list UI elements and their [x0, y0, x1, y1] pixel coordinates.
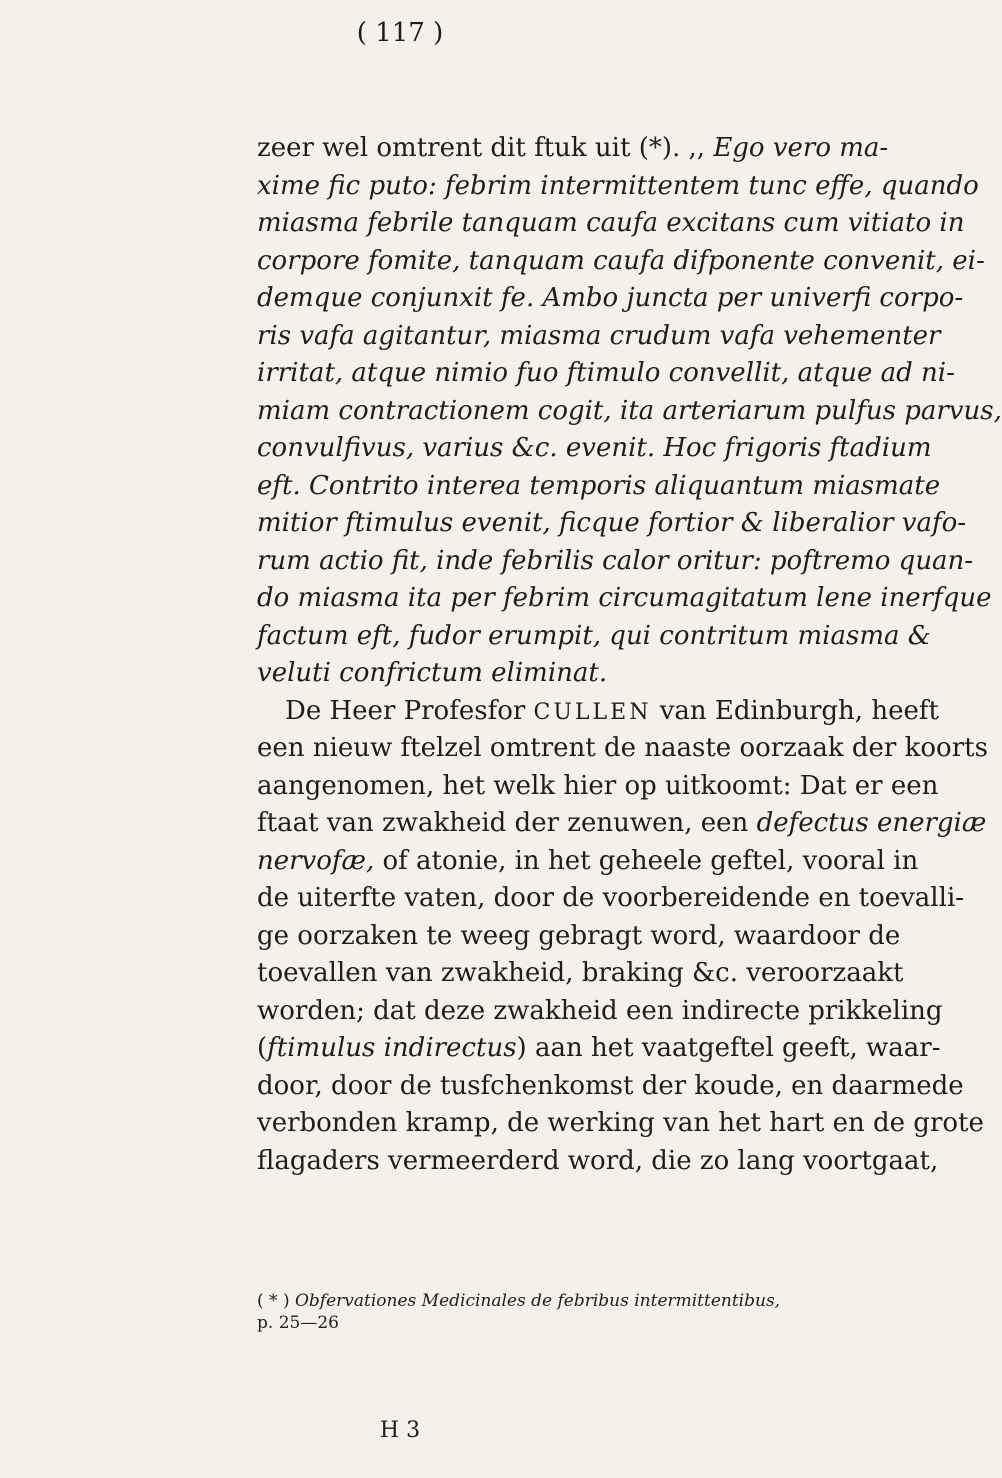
text-line [257, 653, 777, 693]
text-line [257, 1066, 964, 1106]
italic-text: do miasma ita per febrim circumagitatum lene inerfque [257, 583, 992, 613]
roman-text: De Heer Profesfor [285, 695, 534, 726]
italic-text: miam contractionem cogit, ita arteriarum pulfus parvus, [257, 395, 1002, 426]
text-line [257, 278, 964, 318]
page-number: ( 117 ) [356, 18, 444, 48]
roman-text: de uiterfte vaten, door de voorbereidende en toevalli- [257, 883, 965, 913]
italic-text: nervofæ, [257, 845, 375, 876]
text-line [257, 241, 985, 281]
roman-text: worden; dat deze zwakheid een indirecte prikkeling [257, 995, 943, 1026]
small-caps-name: CULLEN [533, 699, 652, 725]
text-line [257, 466, 941, 506]
text-line [257, 503, 967, 543]
text-line [257, 878, 965, 918]
text-line [257, 203, 965, 243]
italic-text: demque conjunxit fe. Ambo juncta per univerfi corpo- [257, 283, 964, 313]
text-line [257, 578, 992, 618]
italic-text: eft. Contrito interea temporis aliquantum miasmate [257, 470, 941, 501]
roman-text: ge oorzaken te weeg gebragt word, waardoor de [257, 920, 901, 951]
italic-text: Ego vero ma- [713, 133, 889, 163]
text-line [257, 916, 901, 956]
text-line [257, 728, 988, 768]
roman-text: aangenomen, het welk hier op uitkoomt: Dat er een [257, 770, 939, 801]
roman-text: een nieuw ftelzel omtrent de naaste oorzaak der koorts [257, 733, 988, 763]
text-line [257, 803, 987, 843]
text-line [257, 766, 939, 806]
signature-mark: H 3 [379, 1418, 421, 1443]
roman-text: toevallen van zwakheid, braking &c. veroorzaakt [257, 958, 904, 988]
text-line [257, 953, 904, 993]
italic-text: mitior ftimulus evenit, ficque fortior & liberalior vafo- [257, 508, 967, 538]
italic-text: veluti confrictum eliminat. [257, 658, 608, 688]
roman-text: flagaders vermeerderd word, die zo lang voortgaat, [257, 1145, 939, 1176]
italic-text: defectus energiæ [756, 808, 987, 838]
italic-text: rum actio fit, inde febrilis calor oritur: poftremo quan- [257, 545, 974, 576]
roman-text: ftaat van zwakheid der zenuwen, een [257, 808, 757, 838]
roman-text: ) aan het vaatgeftel geeft, waar- [516, 1033, 941, 1063]
italic-text: factum eft, fudor erumpit, qui contritum miasma & [257, 620, 931, 651]
text-line [257, 841, 919, 881]
roman-text: van Edinburgh, heeft [651, 695, 939, 726]
roman-text: door, door de tusfchenkomst der koude, en daarmede [257, 1070, 964, 1101]
italic-text: xime fic puto: febrim intermittentem tunc effe, quando [257, 170, 979, 201]
text-line [257, 428, 932, 468]
text-line [257, 353, 955, 393]
footnote-line-1 [257, 1290, 781, 1312]
roman-text: ( [257, 1033, 268, 1063]
footnote-line-2: p. 25—26 [257, 1313, 339, 1333]
text-line [257, 1141, 939, 1181]
italic-text: ftimulus indirectus [267, 1033, 517, 1063]
roman-text: of atonie, in het geheele geftel, vooral in [374, 845, 919, 876]
italic-text: ris vafa agitantur, miasma crudum vafa vehementer [257, 320, 941, 351]
text-line [257, 991, 943, 1031]
text-line [257, 128, 889, 168]
text-line [257, 316, 941, 356]
italic-text: convulfivus, varius &c. evenit. Hoc frigoris ftadium [257, 433, 932, 463]
text-line [257, 391, 1002, 431]
italic-text: irritat, atque nimio fuo ftimulo convellit, atque ad ni- [257, 358, 955, 388]
footnote-title: Obfervationes Medicinales de febribus intermittentibus, [294, 1291, 781, 1311]
text-line [257, 1028, 941, 1068]
italic-text: corpore fomite, tanquam caufa difponente convenit, ei- [257, 245, 985, 276]
text-line [257, 616, 931, 656]
footnote-mark: ( * ) [257, 1291, 290, 1311]
text-line [257, 166, 979, 206]
roman-text: zeer wel omtrent dit ftuk uit (*). ,, [257, 133, 714, 163]
text-line [257, 541, 974, 581]
italic-text: miasma febrile tanquam caufa excitans cum vitiato in [257, 208, 965, 238]
text-line [285, 691, 939, 733]
roman-text: verbonden kramp, de werking van het hart en de grote [257, 1108, 984, 1138]
text-line [257, 1103, 984, 1143]
